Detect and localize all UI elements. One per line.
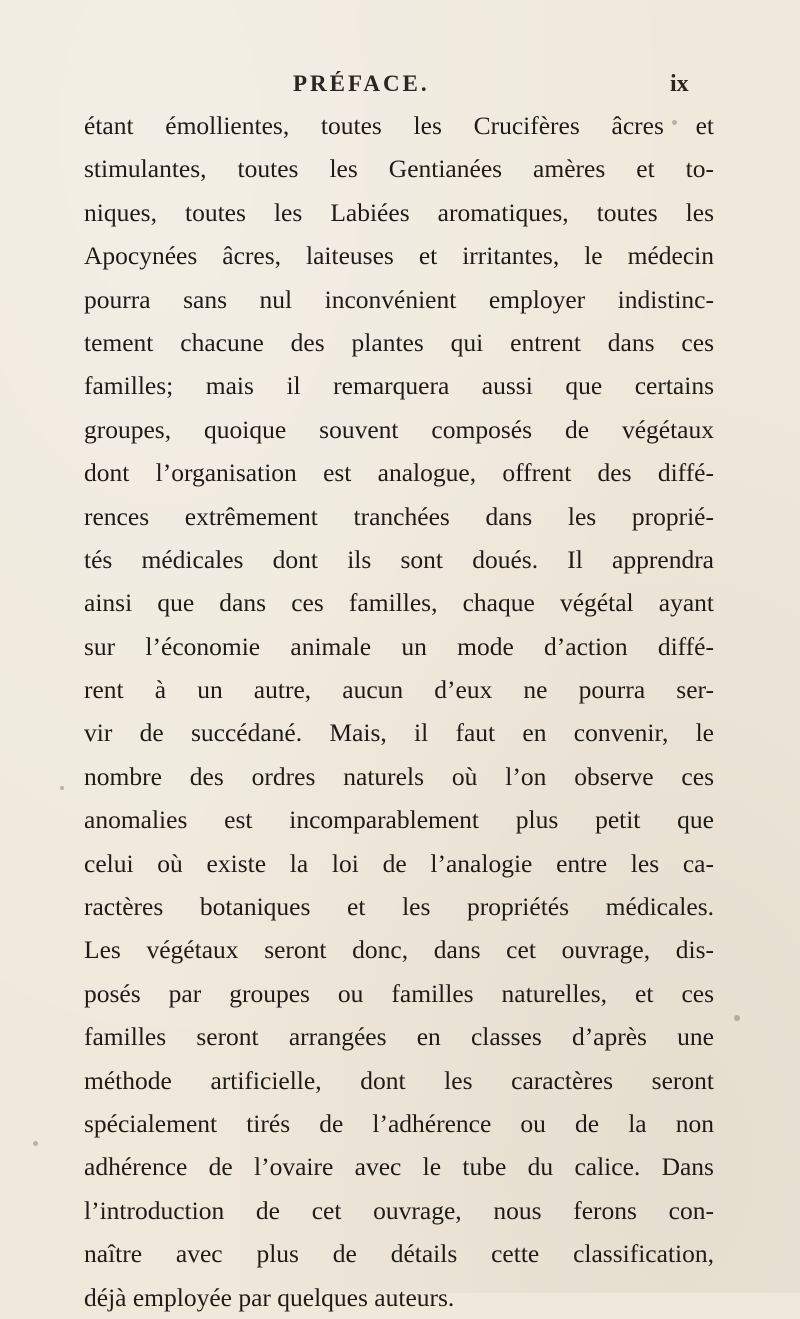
text-line: Les végétaux seront donc, dans cet ouvrage, dis- [84,935,714,965]
body-text [84,104,714,1319]
text-line: stimulantes, toutes les Gentianées amères et to- [84,154,714,184]
text-line: familles; mais il remarquera aussi que certains [84,371,714,401]
text-line: rent à un autre, aucun d’eux ne pourra ser- [84,675,714,705]
running-head [0,64,800,104]
text-line: celui où existe la loi de l’analogie entre les ca- [84,848,714,878]
text-line: spécialement tirés de l’adhérence ou de la non [84,1108,714,1138]
text-line: sur l’économie animale un mode d’action diffé- [84,631,714,661]
text-line: l’introduction de cet ouvrage, nous ferons con- [84,1195,714,1225]
text-line: anomalies est incomparablement plus petit que [84,805,714,835]
paper-speck [672,120,677,125]
text-line: adhérence de l’ovaire avec le tube du calice. Dans [84,1152,714,1182]
paper-speck [734,1015,740,1021]
text-line: tés médicales dont ils sont doués. Il apprendra [84,544,714,574]
page-number: ix [670,71,689,97]
text-line: tement chacune des plantes qui entrent dans ces [84,327,714,357]
running-title: PRÉFACE. [293,71,430,96]
text-line: vir de succédané. Mais, il faut en convenir, le [84,718,714,748]
text-line: pourra sans nul inconvénient employer indistinc- [84,284,714,314]
text-line: naître avec plus de détails cette classification, [84,1239,714,1269]
paper-speck [60,786,64,790]
text-line: méthode artificielle, dont les caractères seront [84,1065,714,1095]
text-line: déjà employée par quelques auteurs. [84,1282,455,1312]
text-line: dont l’organisation est analogue, offrent des diffé- [84,458,714,488]
text-line: étant émollientes, toutes les Crucifères âcres et [84,111,714,140]
text-line: groupes, quoique souvent composés de végétaux [84,414,714,444]
text-line: rences extrêmement tranchées dans les proprié- [84,501,714,531]
paper-speck [33,1141,38,1146]
text-line: familles seront arrangées en classes d’après une [84,1022,714,1052]
text-line: posés par groupes ou familles naturelles, et ces [84,978,714,1008]
text-line: niques, toutes les Labiées aromatiques, toutes les [84,197,714,227]
text-line: Apocynées âcres, laiteuses et irritantes, le médecin [84,241,714,271]
text-line: ainsi que dans ces familles, chaque végétal ayant [84,588,714,618]
text-line: ractères botaniques et les propriétés médicales. [84,892,714,922]
text-line: nombre des ordres naturels où l’on observe ces [84,761,714,791]
